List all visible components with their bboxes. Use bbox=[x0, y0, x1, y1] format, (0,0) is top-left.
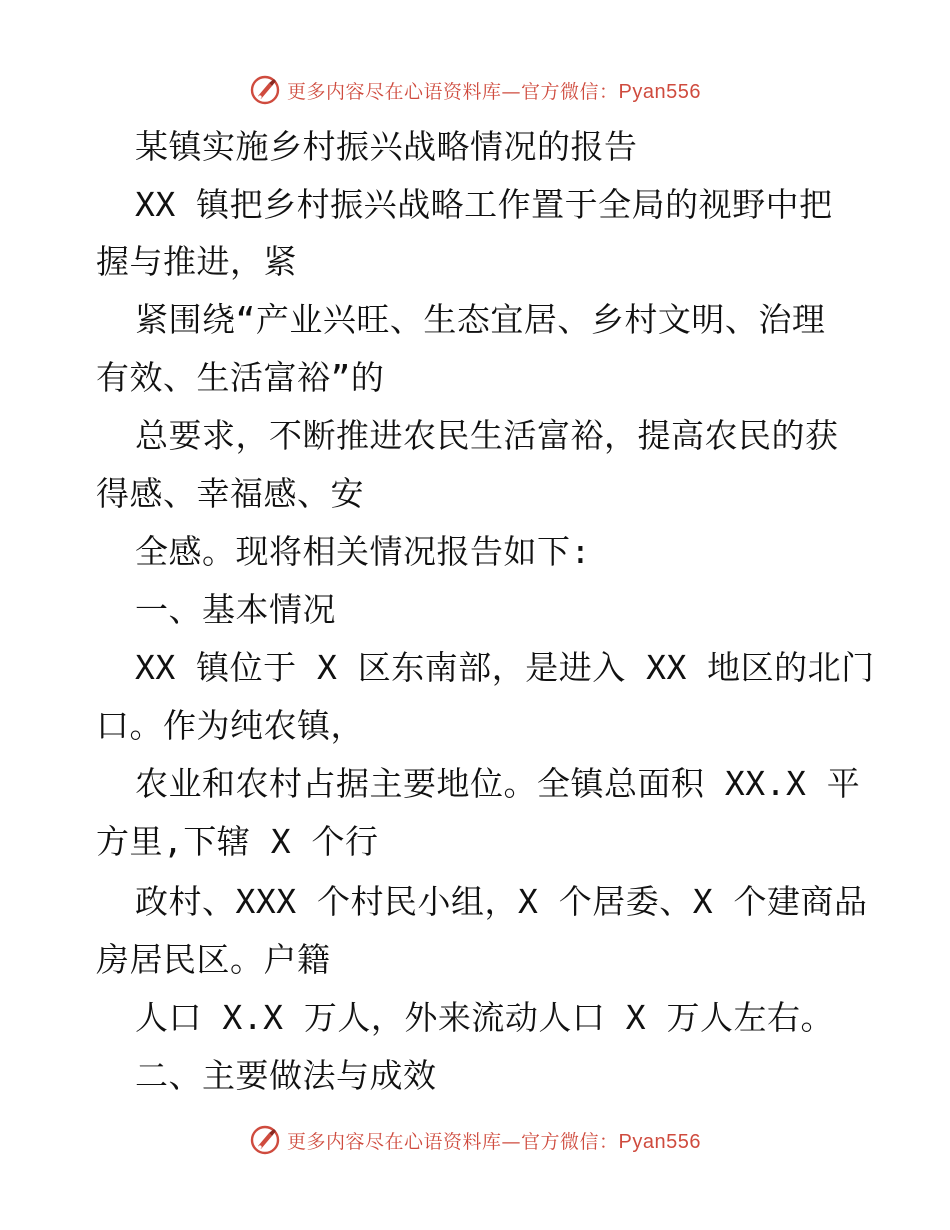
paragraph-line: 方里,下辖 X 个行 bbox=[96, 822, 379, 861]
paragraph-line: 政村、XXX 个村民小组，X 个居委、X 个建商品 bbox=[135, 882, 868, 921]
watermark-account: Pyan556 bbox=[618, 1130, 701, 1153]
paragraph-line: 农业和农村占据主要地位。全镇总面积 XX.X 平 bbox=[135, 764, 861, 803]
watermark-separator: —官方微信： bbox=[501, 80, 619, 103]
watermark-separator: —官方微信： bbox=[501, 1130, 619, 1153]
section-heading: 一、基本情况 bbox=[135, 590, 336, 629]
watermark-site-name: 更多内容尽在心语资料库 bbox=[287, 1130, 502, 1153]
paragraph-line: 房居民区。户籍 bbox=[96, 940, 331, 979]
paragraph-line: XX 镇位于 X 区东南部，是进入 XX 地区的北门 bbox=[135, 648, 875, 687]
paragraph-line: 紧围绕“产业兴旺、生态宜居、乡村文明、治理 bbox=[135, 300, 826, 339]
paragraph-line: 得感、幸福感、安 bbox=[96, 474, 364, 513]
paragraph-line: 口。作为纯农镇， bbox=[96, 706, 364, 745]
section-heading: 二、主要做法与成效 bbox=[135, 1056, 437, 1095]
paragraph-line: 总要求，不断推进农民生活富裕，提高农民的获 bbox=[135, 416, 839, 455]
paragraph-line: XX 镇把乡村振兴战略工作置于全局的视野中把 bbox=[135, 185, 833, 224]
watermark-site-name: 更多内容尽在心语资料库 bbox=[287, 80, 502, 103]
paragraph-line: 全感。现将相关情况报告如下: bbox=[135, 532, 591, 571]
paragraph-line: 有效、生活富裕”的 bbox=[96, 358, 385, 397]
paragraph-line: 人口 X.X 万人，外来流动人口 X 万人左右。 bbox=[135, 998, 834, 1037]
header-watermark bbox=[0, 70, 950, 110]
brand-logo-icon bbox=[249, 74, 281, 106]
watermark-text bbox=[287, 1127, 701, 1154]
document-title: 某镇实施乡村振兴战略情况的报告 bbox=[135, 127, 638, 166]
footer-watermark bbox=[0, 1120, 950, 1160]
watermark-text bbox=[287, 77, 701, 104]
paragraph-line: 握与推进，紧 bbox=[96, 242, 297, 281]
brand-logo-icon bbox=[249, 1124, 281, 1156]
watermark-account: Pyan556 bbox=[618, 80, 701, 103]
